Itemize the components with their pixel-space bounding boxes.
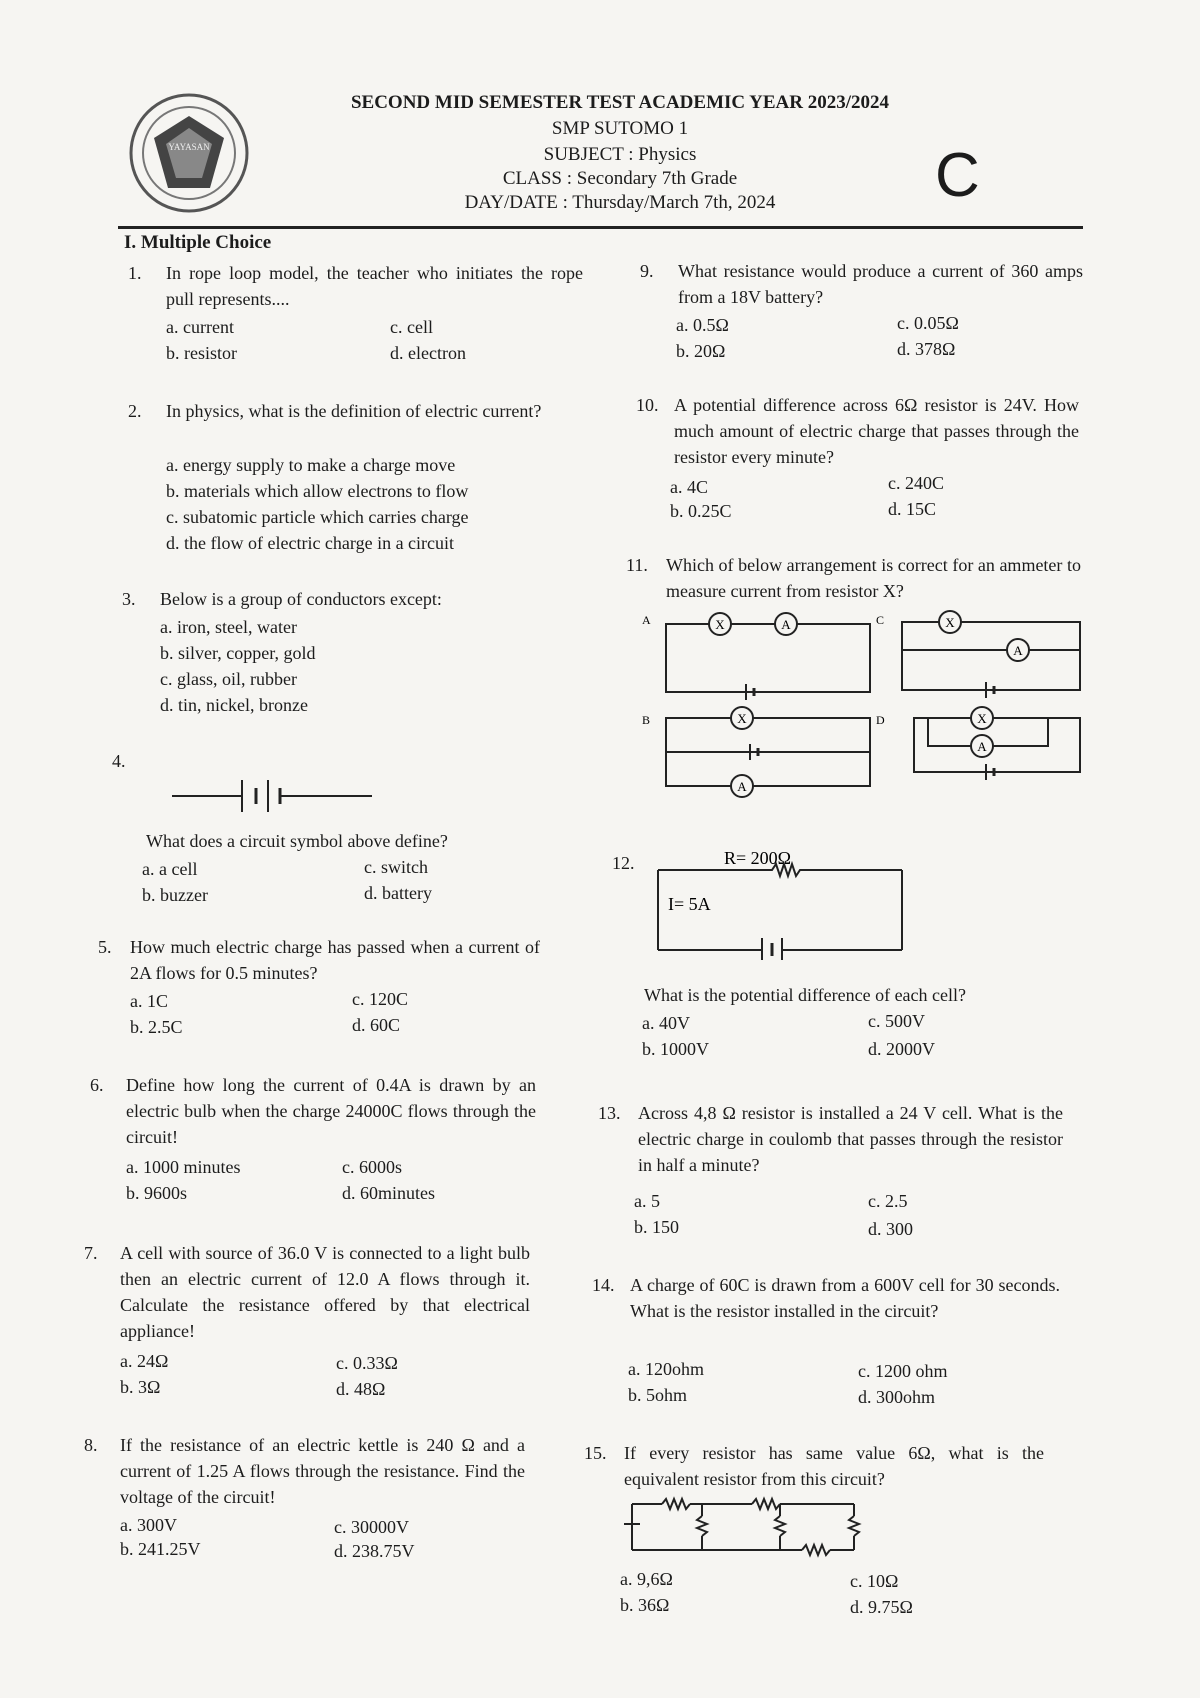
subject-line: SUBJECT : Physics [543, 144, 697, 165]
option-b[interactable]: b. 20Ω [676, 341, 726, 361]
svg-text:A: A [781, 617, 791, 632]
question-number: 6. [90, 1075, 104, 1095]
section-title: I. Multiple Choice [124, 232, 272, 253]
question-number: 11. [626, 555, 648, 575]
option-d[interactable]: d. 60C [352, 1015, 401, 1035]
question-number: 2. [128, 401, 142, 421]
question-6 [90, 1072, 540, 1212]
option-d[interactable]: d. 300 [868, 1219, 913, 1239]
option-a[interactable]: a. 5 [634, 1191, 660, 1211]
option-a[interactable]: a. 120ohm [628, 1359, 704, 1379]
question-stem: Define how long the current of 0.4A is drawn by an electric bulb when the charge 24000C flows through the circuit! [126, 1075, 536, 1147]
question-10 [636, 392, 1081, 532]
svg-text:A: A [737, 779, 747, 794]
option-d[interactable]: d. electron [390, 343, 466, 363]
option-d[interactable]: d. 300ohm [858, 1387, 936, 1407]
battery-symbol [172, 768, 372, 812]
option-b[interactable]: b. buzzer [142, 885, 208, 905]
option-a[interactable]: a. 24Ω [120, 1351, 169, 1371]
option-b[interactable]: b. 36Ω [620, 1595, 670, 1615]
option-c[interactable]: c. 240C [888, 473, 944, 493]
option-d[interactable]: d. 238.75V [334, 1541, 415, 1561]
school-name: SMP SUTOMO 1 [551, 118, 689, 139]
option-c[interactable]: c. 500V [868, 1011, 925, 1031]
option-c[interactable]: c. subatomic particle which carries charge [166, 507, 469, 527]
option-c[interactable]: c. 120C [352, 989, 408, 1009]
question-stem: Below is a group of conductors except: [160, 589, 442, 609]
option-b[interactable]: b. 3Ω [120, 1377, 161, 1397]
resistor-cell-circuit [652, 850, 912, 960]
circuit-label-d: D [876, 713, 885, 727]
header-rule [118, 226, 1083, 229]
option-c[interactable]: c. 10Ω [850, 1571, 899, 1591]
option-b[interactable]: b. resistor [166, 343, 237, 363]
option-c[interactable]: c. 2.5 [868, 1191, 908, 1211]
question-stem: What does a circuit symbol above define? [146, 831, 448, 851]
option-a[interactable]: a. 1C [130, 991, 168, 1011]
option-a[interactable]: a. 0.5Ω [676, 315, 729, 335]
question-number: 3. [122, 589, 136, 609]
svg-text:I= 5A: I= 5A [668, 894, 711, 914]
question-stem: If every resistor has same value 6Ω, what is the equivalent resistor from this circuit? [624, 1443, 1044, 1489]
question-15 [584, 1440, 1054, 1620]
question-stem: A cell with source of 36.0 V is connected to a light bulb then an electric current of 12.0 A flows through it. Calculate the resistance offered by that electrical appliance! [120, 1243, 530, 1341]
option-b[interactable]: b. 0.25C [670, 501, 732, 521]
option-a[interactable]: a. iron, steel, water [160, 617, 297, 637]
circuit-label-b: B [642, 713, 651, 727]
option-c[interactable]: c. switch [364, 857, 428, 877]
svg-text:X: X [945, 615, 955, 630]
option-c[interactable]: c. 0.05Ω [897, 313, 959, 333]
circuit-label-c: C [876, 613, 885, 627]
question-stem: In physics, what is the definition of electric current? [166, 401, 542, 421]
option-a[interactable]: a. energy supply to make a charge move [166, 455, 456, 475]
option-c[interactable]: c. 30000V [334, 1517, 409, 1537]
svg-text:X: X [715, 617, 725, 632]
question-stem: How much electric charge has passed when a current of 2A flows for 0.5 minutes? [130, 937, 540, 983]
option-b[interactable]: b. silver, copper, gold [160, 643, 316, 663]
option-d[interactable]: d. 60minutes [342, 1183, 435, 1203]
question-stem: In rope loop model, the teacher who initiates the rope pull represents.... [166, 263, 583, 309]
question-number: 12. [612, 853, 635, 873]
option-c[interactable]: c. 0.33Ω [336, 1353, 398, 1373]
question-1 [128, 260, 583, 370]
option-b[interactable]: b. 241.25V [120, 1539, 201, 1559]
option-b[interactable]: b. 9600s [126, 1183, 188, 1203]
question-13 [598, 1100, 1068, 1240]
question-9 [640, 258, 1085, 368]
option-a[interactable]: a. 40V [642, 1013, 690, 1033]
exam-title: SECOND MID SEMESTER TEST ACADEMIC YEAR 2023/2024 [350, 92, 890, 113]
option-b[interactable]: b. 2.5C [130, 1017, 183, 1037]
svg-text:R= 200Ω: R= 200Ω [724, 850, 792, 868]
option-b[interactable]: b. 150 [634, 1217, 679, 1237]
svg-text:A: A [1013, 643, 1023, 658]
option-d[interactable]: d. 2000V [868, 1039, 935, 1059]
option-a[interactable]: a. 9,6Ω [620, 1569, 673, 1589]
question-8 [84, 1432, 534, 1562]
question-stem: A charge of 60C is drawn from a 600V cell for 30 seconds. What is the resistor installed in the circuit? [630, 1275, 1060, 1321]
question-stem: What is the potential difference of each cell? [644, 985, 967, 1005]
question-number: 10. [636, 395, 659, 415]
option-b[interactable]: b. 5ohm [628, 1385, 688, 1405]
question-number: 13. [598, 1103, 621, 1123]
svg-text:X: X [977, 711, 987, 726]
question-number: 9. [640, 261, 654, 281]
question-number: 15. [584, 1443, 607, 1463]
class-line: CLASS : Secondary 7th Grade [502, 168, 738, 189]
question-5 [98, 934, 548, 1044]
question-number: 7. [84, 1243, 98, 1263]
option-c[interactable]: c. 6000s [342, 1157, 402, 1177]
question-number: 5. [98, 937, 112, 957]
svg-text:X: X [737, 711, 747, 726]
question-number: 4. [112, 751, 126, 771]
option-c[interactable]: c. glass, oil, rubber [160, 669, 297, 689]
question-stem: Which of below arrangement is correct for an ammeter to measure current from resistor X? [666, 555, 1081, 601]
option-d[interactable]: d. 48Ω [336, 1379, 386, 1399]
option-d[interactable]: d. 378Ω [897, 339, 956, 359]
question-2 [128, 398, 583, 558]
circuit-label-a: A [642, 613, 651, 627]
question-stem: Across 4,8 Ω resistor is installed a 24 V cell. What is the electric charge in coulomb that passes through the resistor in half a minute? [638, 1103, 1063, 1175]
date-line: DAY/DATE : Thursday/March 7th, 2024 [464, 192, 776, 213]
question-number: 14. [592, 1275, 615, 1295]
question-number: 8. [84, 1435, 98, 1455]
option-a[interactable]: a. 4C [670, 477, 708, 497]
version-letter: C [935, 141, 980, 210]
school-logo [128, 92, 250, 214]
question-3 [122, 586, 577, 716]
resistor-network [622, 1494, 872, 1560]
option-c[interactable]: c. 1200 ohm [858, 1361, 948, 1381]
option-d[interactable]: d. 15C [888, 499, 937, 519]
option-d[interactable]: d. battery [364, 883, 432, 903]
option-a[interactable]: a. 300V [120, 1515, 177, 1535]
question-14 [592, 1272, 1067, 1412]
option-c[interactable]: c. cell [390, 317, 433, 337]
question-number: 1. [128, 263, 142, 283]
option-b[interactable]: b. 1000V [642, 1039, 709, 1059]
question-12 [612, 850, 1082, 1060]
question-7 [84, 1240, 534, 1400]
question-4 [112, 748, 582, 908]
question-stem: A potential difference across 6Ω resistor is 24V. How much amount of electric charge that passes through the resistor every minute? [674, 395, 1079, 467]
question-stem: If the resistance of an electric kettle is 240 Ω and a current of 1.25 A flows through the resistance. Find the voltage of the circuit! [120, 1435, 525, 1507]
option-a[interactable]: a. 1000 minutes [126, 1157, 241, 1177]
option-d[interactable]: d. the flow of electric charge in a circuit [166, 533, 455, 553]
option-a[interactable]: a. a cell [142, 859, 198, 879]
svg-text:YAYASAN: YAYASAN [168, 142, 210, 152]
ammeter-circuit-options [630, 606, 1090, 806]
option-d[interactable]: d. tin, nickel, bronze [160, 695, 308, 715]
option-d[interactable]: d. 9.75Ω [850, 1597, 913, 1617]
question-stem: What resistance would produce a current of 360 amps from a 18V battery? [678, 261, 1083, 307]
question-11 [626, 552, 1086, 604]
option-a[interactable]: a. current [166, 317, 234, 337]
option-b[interactable]: b. materials which allow electrons to flow [166, 481, 469, 501]
svg-text:A: A [977, 739, 987, 754]
